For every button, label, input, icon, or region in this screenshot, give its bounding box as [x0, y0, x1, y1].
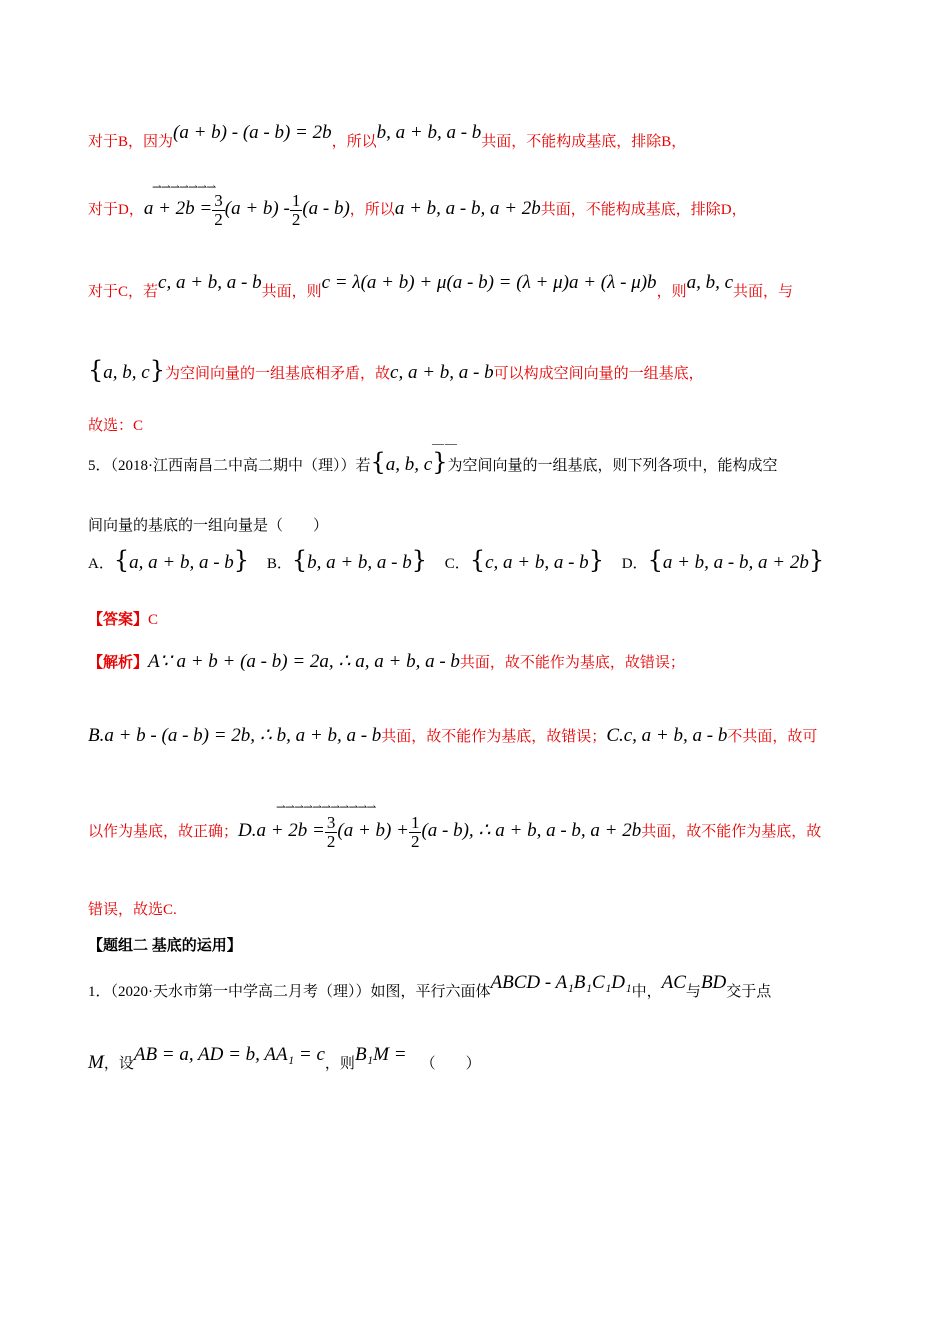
- right-brace: }: [432, 448, 448, 476]
- text: 1．（2020·天水市第一中学高二月考（理））如图，平行六面体: [88, 984, 491, 1000]
- options-row: [88, 546, 838, 574]
- question-5: [88, 448, 778, 476]
- group-heading: 【题组二 基底的运用】: [88, 938, 242, 954]
- analysis-tag: 【解析】: [88, 655, 149, 671]
- option-d: D．{a + b, a - b, a + 2b}: [621, 546, 825, 574]
- vector-arrows: ⇀⇀⇀⇀⇀⇀⇀: [152, 180, 216, 194]
- formula: a, b, c: [686, 272, 734, 293]
- formula: ABCD - A₁B₁C₁D₁: [490, 972, 632, 993]
- analysis-a: [88, 650, 685, 673]
- solution-line-c: [88, 272, 794, 302]
- vector-arrows: — —: [432, 436, 456, 450]
- solution-conclusion: 故选：C: [88, 418, 144, 434]
- question-1: [88, 972, 772, 1002]
- formula: c, a + b, a - b: [158, 272, 262, 293]
- fraction: $\frac{3}{2}$: [214, 191, 223, 229]
- text: ，设: [103, 1056, 134, 1072]
- text: 共面，不能构成基底，排除D，: [540, 201, 747, 218]
- text: 共面，故不能作为基底，故错误；: [459, 655, 685, 671]
- text: 以作为基底，故正确；: [88, 823, 239, 840]
- solution-line-b: [88, 122, 687, 152]
- text: 对于C，若: [88, 284, 159, 300]
- text: 不共面，故可: [727, 729, 818, 745]
- fraction: $\frac{1}{2}$: [291, 191, 301, 229]
- text: 可以构成空间向量的一组基底，: [493, 366, 704, 382]
- option-a: A．{a, a + b, a - b}: [88, 546, 250, 574]
- answer-tag: 【答案】: [88, 612, 149, 628]
- text: 共面，与: [733, 284, 794, 300]
- option-b: B．{b, a + b, a - b}: [266, 546, 428, 574]
- formula: a, b, c: [385, 454, 433, 475]
- formula: (a + b) - (a - b) = 2b: [173, 122, 332, 143]
- answer-value: C: [148, 612, 159, 628]
- formula: a + 2b =: [143, 197, 213, 219]
- formula: BD: [700, 972, 727, 993]
- text: 为空间向量的一组基底，则下列各项中，能构成空: [447, 458, 778, 474]
- text: 对于D，: [88, 201, 144, 218]
- vector-arrows: ⇀⇀⇀⇀⇀⇀⇀⇀⇀⇀⇀: [276, 800, 376, 814]
- answer: [88, 608, 158, 629]
- text: ，则: [656, 284, 687, 300]
- question-5-cont: 间向量的基底的一组向量是（ ）: [88, 518, 329, 534]
- formula: D.a + 2b =: [238, 819, 325, 841]
- analysis-d: [88, 814, 821, 851]
- formula: C.c, a + b, a - b: [606, 725, 728, 746]
- text: 共面，不能构成基底，排除B，: [481, 134, 687, 150]
- fraction: $\frac{1}{2}$: [410, 813, 420, 851]
- question-1-cont: [88, 1044, 481, 1074]
- formula: B.a + b - (a - b) = 2b, ∴ b, a + b, a - b: [88, 725, 382, 746]
- formula: a + b, a - b, a + 2b: [394, 197, 541, 219]
- fraction: $\frac{3}{2}$: [326, 813, 336, 851]
- formula: AC: [661, 972, 686, 993]
- text: （ ）: [420, 1056, 481, 1072]
- left-brace: {: [370, 448, 386, 476]
- solution-line-c-cont: [88, 356, 704, 384]
- text: 对于B，因为: [88, 134, 174, 150]
- formula: (a - b), ∴ a + b, a - b, a + 2b: [421, 819, 642, 841]
- formula: a, b, c: [103, 362, 150, 383]
- formula: M: [88, 1052, 104, 1073]
- text: ，所以: [331, 134, 377, 150]
- text: 共面，则: [261, 284, 322, 300]
- text: 与: [685, 984, 701, 1000]
- analysis-end: 错误，故选C.: [88, 902, 177, 918]
- text: 交于点: [726, 984, 772, 1000]
- formula: B₁M =: [354, 1044, 407, 1065]
- option-c: C．{c, a + b, a - b}: [444, 546, 604, 574]
- formula: (a - b): [302, 197, 350, 219]
- text: 为空间向量的一组基底相矛盾，故: [165, 366, 391, 382]
- solution-line-d: [88, 192, 747, 229]
- formula: (a + b) -: [224, 197, 290, 219]
- text: 中，: [631, 984, 662, 1000]
- text: 共面，故不能作为基底，故错误；: [381, 729, 607, 745]
- formula: AB = a, AD = b, AA₁ = c: [133, 1044, 325, 1065]
- formula: (a + b) +: [337, 819, 409, 841]
- formula: c, a + b, a - b: [390, 362, 494, 383]
- formula: A∵ a + b + (a - b) = 2a, ∴ a, a + b, a - b: [148, 651, 460, 672]
- text: 5．（2018·江西南昌二中高二期中（理））若: [88, 458, 371, 474]
- analysis-b: [88, 724, 817, 747]
- text: ，所以: [349, 201, 395, 218]
- left-brace: {: [88, 356, 104, 384]
- formula: b, a + b, a - b: [376, 122, 482, 143]
- right-brace: }: [149, 356, 165, 384]
- text: ，则: [324, 1056, 355, 1072]
- formula: c = λ(a + b) + μ(a - b) = (λ + μ)a + (λ - μ)b: [321, 272, 657, 293]
- text: 共面，故不能作为基底，故: [641, 823, 822, 840]
